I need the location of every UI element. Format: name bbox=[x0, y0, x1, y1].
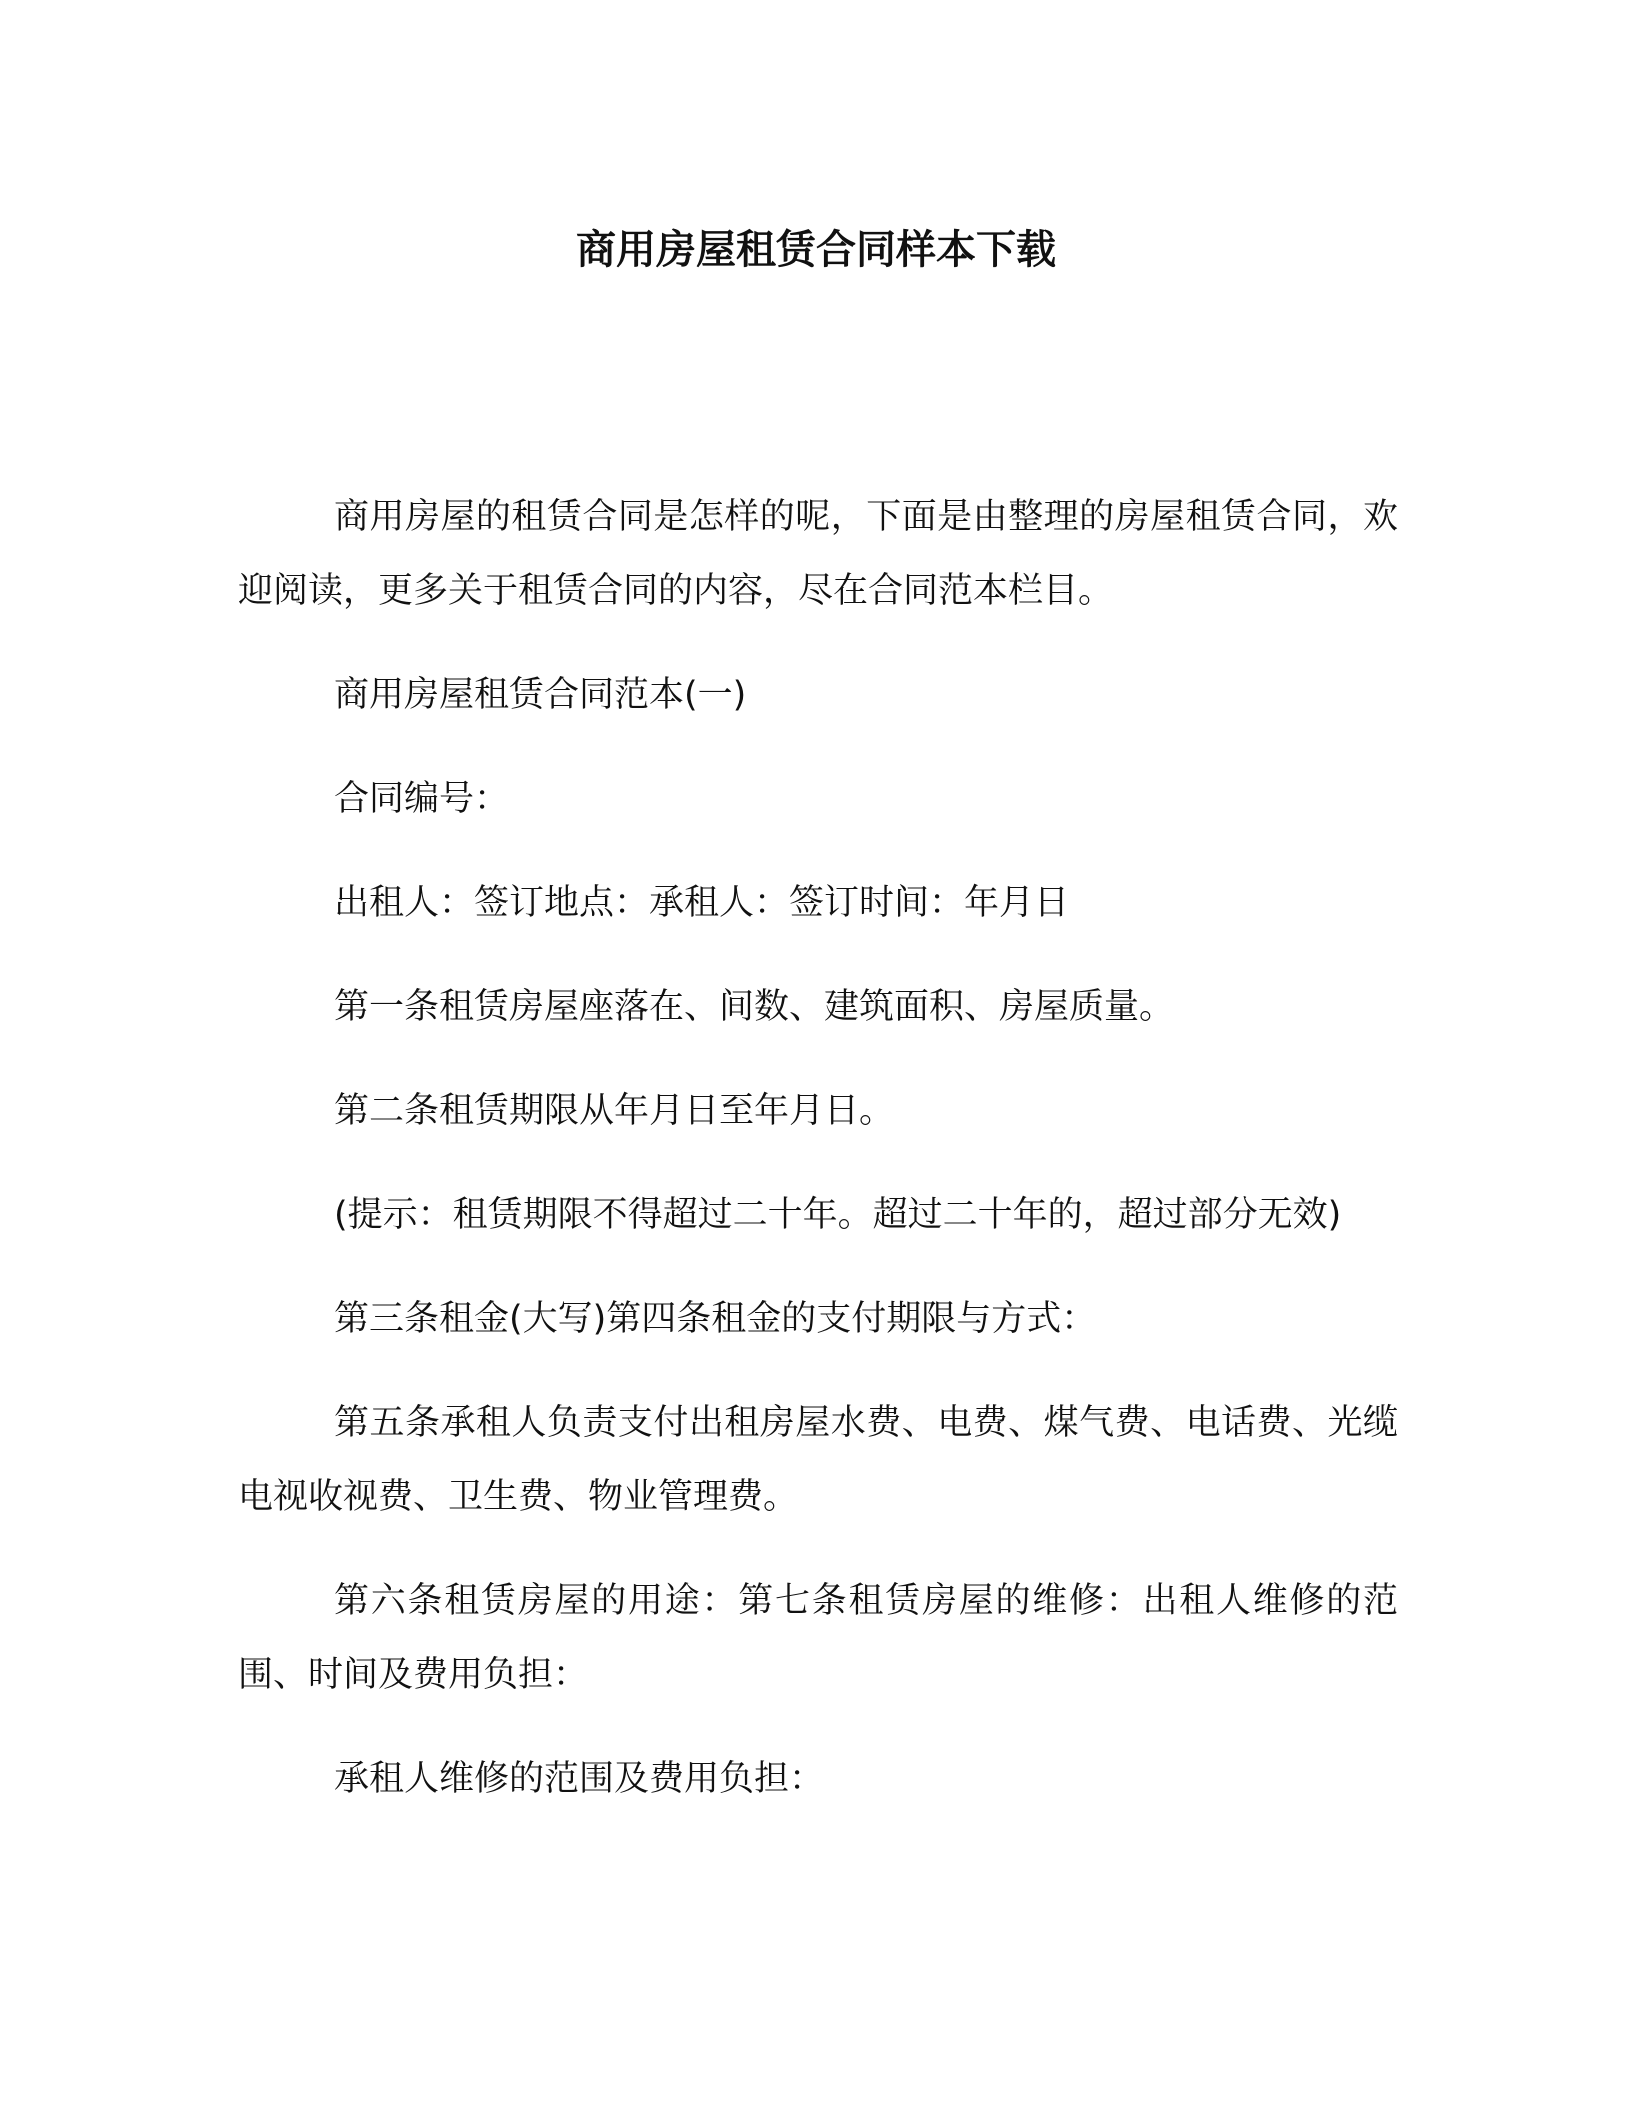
clause-5: 第五条承租人负责支付出租房屋水费、电费、煤气费、电话费、光缆电视收视费、卫生费、物业管理费。 bbox=[238, 1403, 1398, 1517]
contract-number: 合同编号： bbox=[334, 779, 510, 819]
clause-6-7: 第六条租赁房屋的用途：第七条租赁房屋的维修：出租人维修的范围、时间及费用负担： bbox=[238, 1581, 1398, 1695]
clause-2-note: (提示：租赁期限不得超过二十年。超过二十年的，超过部分无效) bbox=[334, 1195, 1342, 1235]
tenant-repair: 承租人维修的范围及费用负担： bbox=[334, 1759, 825, 1799]
parties-line: 出租人：签订地点：承租人：签订时间：年月日 bbox=[334, 883, 1070, 923]
clause-1: 第一条租赁房屋座落在、间数、建筑面积、房屋质量。 bbox=[334, 987, 1175, 1027]
clause-2: 第二条租赁期限从年月日至年月日。 bbox=[334, 1091, 895, 1131]
template-heading: 商用房屋租赁合同范本(一) bbox=[334, 675, 747, 715]
document-title: 商用房屋租赁合同样本下载 bbox=[576, 227, 1056, 273]
intro-paragraph: 商用房屋的租赁合同是怎样的呢，下面是由整理的房屋租赁合同，欢迎阅读，更多关于租赁合同的内容，尽在合同范本栏目。 bbox=[238, 497, 1398, 611]
document-body bbox=[238, 480, 1398, 1846]
clause-3-4: 第三条租金(大写)第四条租金的支付期限与方式： bbox=[334, 1299, 1097, 1339]
